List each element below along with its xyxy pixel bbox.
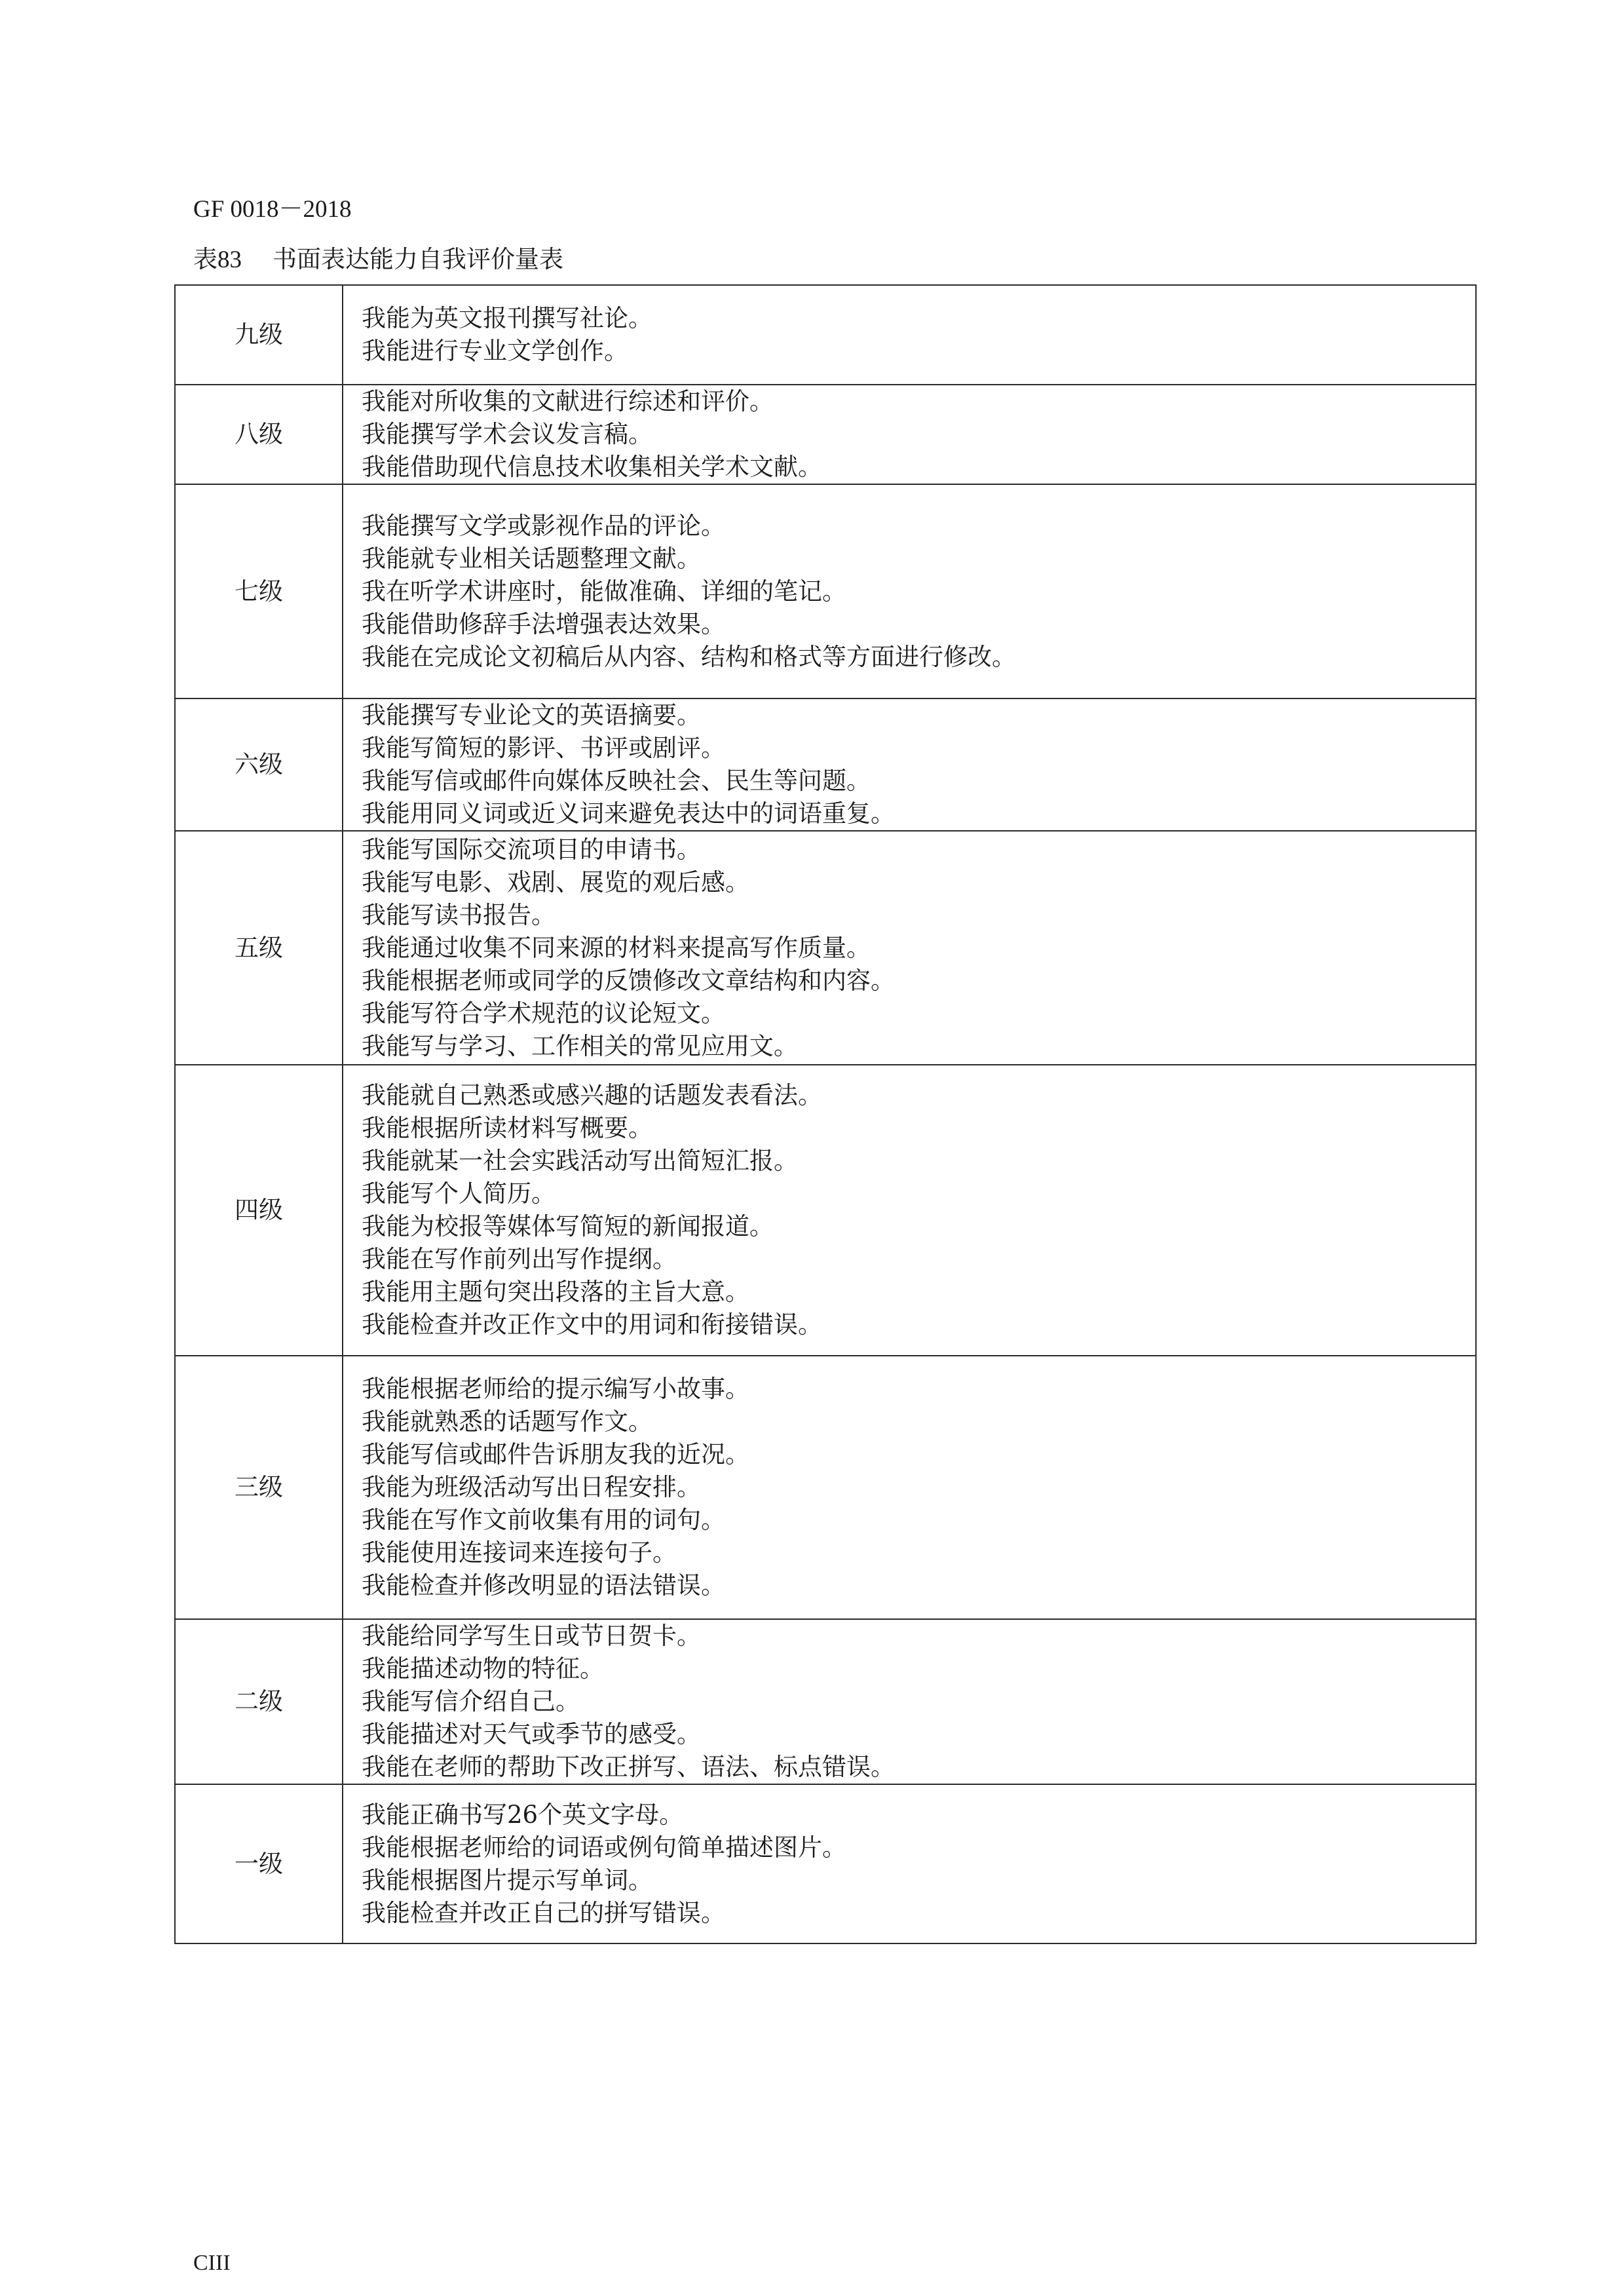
descriptor-cell bbox=[343, 1784, 1476, 1943]
descriptor-line: 我能对所收集的文献进行综述和评价。 bbox=[362, 387, 774, 415]
descriptor-line: 我能给同学写生日或节日贺卡。 bbox=[362, 1622, 701, 1650]
level-cell: 八级 bbox=[175, 385, 343, 484]
descriptor-line: 我能描述对天气或季节的感受。 bbox=[362, 1720, 701, 1748]
descriptor-line: 我能根据图片提示写单词。 bbox=[362, 1866, 652, 1894]
descriptor-line: 我能写信介绍自己。 bbox=[362, 1687, 580, 1715]
table-row bbox=[175, 484, 1476, 698]
descriptor-line: 我能写读书报告。 bbox=[362, 900, 556, 929]
descriptor-line: 我能就熟悉的话题写作文。 bbox=[362, 1407, 652, 1436]
descriptor-line: 我能写信或邮件向媒体反映社会、民生等问题。 bbox=[362, 767, 871, 795]
descriptor-cell bbox=[343, 1619, 1476, 1784]
level-cell: 三级 bbox=[175, 1356, 343, 1619]
descriptor-line: 我能写与学习、工作相关的常见应用文。 bbox=[362, 1031, 798, 1060]
descriptor-line: 我能正确书写26个英文字母。 bbox=[362, 1800, 684, 1829]
descriptor-cell bbox=[343, 698, 1476, 831]
self-assessment-table bbox=[174, 284, 1477, 1944]
level-cell: 二级 bbox=[175, 1619, 343, 1784]
descriptor-cell bbox=[343, 285, 1476, 385]
descriptor-line: 我能写个人简历。 bbox=[362, 1179, 556, 1208]
descriptor-line: 我能写符合学术规范的议论短文。 bbox=[362, 999, 725, 1027]
table-row bbox=[175, 831, 1476, 1065]
descriptor-line: 我能检查并改正自己的拼写错误。 bbox=[362, 1898, 725, 1927]
table-row bbox=[175, 698, 1476, 831]
descriptor-line: 我能用主题句突出段落的主旨大意。 bbox=[362, 1278, 749, 1306]
level-cell: 九级 bbox=[175, 285, 343, 385]
standard-code: GF 0018－2018 bbox=[193, 196, 352, 223]
descriptor-line: 我能写信或邮件告诉朋友我的近况。 bbox=[362, 1440, 749, 1468]
descriptor-line: 我在听学术讲座时，能做准确、详细的笔记。 bbox=[362, 577, 846, 605]
descriptor-line: 我能根据老师或同学的反馈修改文章结构和内容。 bbox=[362, 966, 895, 995]
table-row bbox=[175, 385, 1476, 484]
descriptor-cell bbox=[343, 1065, 1476, 1356]
descriptor-line: 我能根据老师给的词语或例句简单描述图片。 bbox=[362, 1833, 846, 1862]
descriptor-line: 我能撰写学术会议发言稿。 bbox=[362, 420, 652, 448]
table-row bbox=[175, 1784, 1476, 1943]
table-title: 书面表达能力自我评价量表 bbox=[273, 245, 564, 273]
descriptor-line: 我能在写作文前收集有用的词句。 bbox=[362, 1506, 725, 1534]
descriptor-line: 我能写简短的影评、书评或剧评。 bbox=[362, 734, 725, 762]
descriptor-line: 我能通过收集不同来源的材料来提高写作质量。 bbox=[362, 933, 871, 962]
level-cell: 一级 bbox=[175, 1784, 343, 1943]
descriptor-line: 我能在完成论文初稿后从内容、结构和格式等方面进行修改。 bbox=[362, 642, 1016, 671]
descriptor-line: 我能描述动物的特征。 bbox=[362, 1655, 604, 1683]
descriptor-line: 我能根据老师给的提示编写小故事。 bbox=[362, 1375, 749, 1403]
descriptor-line: 我能用同义词或近义词来避免表达中的词语重复。 bbox=[362, 799, 895, 828]
level-cell: 七级 bbox=[175, 484, 343, 698]
descriptor-line: 我能写国际交流项目的申请书。 bbox=[362, 835, 701, 864]
descriptor-line: 我能检查并修改明显的语法错误。 bbox=[362, 1571, 725, 1599]
descriptor-line: 我能为校报等媒体写简短的新闻报道。 bbox=[362, 1212, 774, 1240]
descriptor-line: 我能就某一社会实践活动写出简短汇报。 bbox=[362, 1147, 798, 1175]
level-cell: 六级 bbox=[175, 698, 343, 831]
descriptor-cell bbox=[343, 831, 1476, 1065]
page-number: CIII bbox=[193, 2251, 231, 2275]
descriptor-line: 我能撰写专业论文的英语摘要。 bbox=[362, 701, 701, 729]
descriptor-line: 我能就专业相关话题整理文献。 bbox=[362, 544, 701, 573]
table-row bbox=[175, 285, 1476, 385]
descriptor-line: 我能根据所读材料写概要。 bbox=[362, 1114, 652, 1142]
descriptor-line: 我能借助现代信息技术收集相关学术文献。 bbox=[362, 453, 822, 481]
table-row bbox=[175, 1619, 1476, 1784]
descriptor-line: 我能撰写文学或影视作品的评论。 bbox=[362, 511, 725, 540]
descriptor-cell bbox=[343, 1356, 1476, 1619]
descriptor-line: 我能检查并改正作文中的用词和衔接错误。 bbox=[362, 1311, 822, 1339]
descriptor-cell bbox=[343, 385, 1476, 484]
level-cell: 五级 bbox=[175, 831, 343, 1065]
descriptor-line: 我能为英文报刊撰写社论。 bbox=[362, 304, 652, 332]
table-row bbox=[175, 1065, 1476, 1356]
descriptor-line: 我能写电影、戏剧、展览的观后感。 bbox=[362, 868, 749, 896]
descriptor-line: 我能在写作前列出写作提纲。 bbox=[362, 1245, 677, 1273]
descriptor-line: 我能为班级活动写出日程安排。 bbox=[362, 1473, 701, 1501]
descriptor-line: 我能借助修辞手法增强表达效果。 bbox=[362, 609, 725, 638]
table-row bbox=[175, 1356, 1476, 1619]
descriptor-line: 我能进行专业文学创作。 bbox=[362, 337, 628, 365]
descriptor-line: 我能就自己熟悉或感兴趣的话题发表看法。 bbox=[362, 1081, 822, 1109]
descriptor-line: 我能使用连接词来连接句子。 bbox=[362, 1539, 677, 1567]
descriptor-cell bbox=[343, 484, 1476, 698]
level-cell: 四级 bbox=[175, 1065, 343, 1356]
table-number: 表83 bbox=[193, 246, 242, 273]
table-caption bbox=[193, 244, 563, 276]
descriptor-line: 我能在老师的帮助下改正拼写、语法、标点错误。 bbox=[362, 1753, 895, 1781]
